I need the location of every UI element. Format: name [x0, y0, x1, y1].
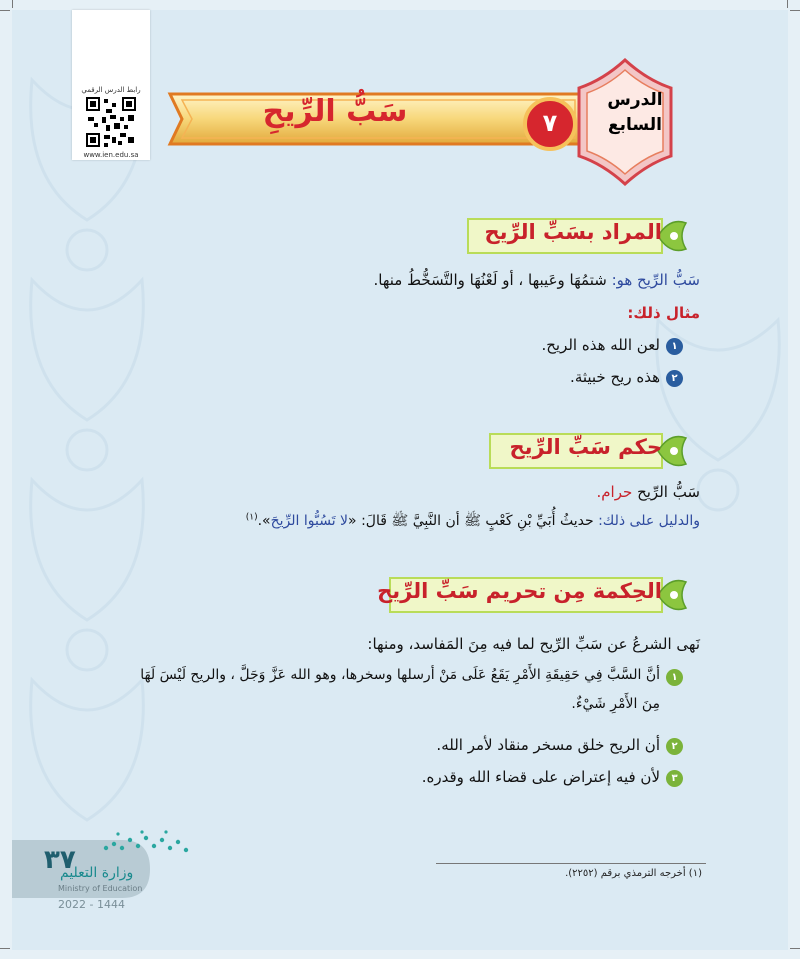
section-heading-meaning: المراد بسَبِّ الرِّيح [484, 220, 662, 244]
example-item: لعن الله هذه الريح. [541, 336, 660, 354]
qr-url[interactable]: www.ien.edu.sa [83, 151, 139, 159]
lesson-label-line1: الدرس [607, 90, 663, 110]
ministry-name-en: Ministry of Education [58, 884, 143, 893]
reason-item-continued: مِنَ الأَمْرِ شَيْءٌ. [571, 696, 660, 712]
reason-bullet: ١ [666, 669, 683, 686]
evidence-end: ». [257, 513, 271, 529]
crop-mark [0, 10, 10, 11]
edition-year: 2022 - 1444 [58, 898, 125, 911]
ministry-name-ar: وزارة التعليم [60, 865, 134, 881]
crop-mark [790, 948, 800, 949]
section-heading-ruling: حكم سَبِّ الرِّيح [509, 435, 662, 459]
reason-item: لأن فيه إعتراض على قضاء الله وقدره. [421, 768, 660, 786]
reason-item: أن الريح خلق مسخر منقاد لأمر الله. [436, 736, 660, 754]
evidence-label: والدليل على ذلك: [598, 513, 700, 529]
reason-bullet: ٣ [666, 770, 683, 787]
wisdom-intro: نَهى الشرعُ عن سَبِّ الرِّيح لما فيه مِنَ المَفاسد، ومنها: [367, 635, 700, 653]
page-number: ٣٧ [44, 845, 76, 875]
arabesque-ornament-left [12, 60, 162, 880]
evidence-text: حديثُ أُبَيِّ بْنِ كَعْبٍ ﷺ أن النَّبِيَّ ﷺ قَالَ: « [348, 513, 594, 529]
crop-mark [0, 948, 10, 949]
reason-item: أنَّ السَّبَّ فِي حَقِيقَةِ الأَمْرِ يَقَعُ عَلَى مَنْ أرسلها وسخرها، وهو الله عَزَّ وَجَلَّ ، والريح لَيْسَ لَهَا [140, 667, 660, 683]
lesson-title: سَبُّ الرِّيحِ [262, 94, 408, 129]
example-label: مثال ذلك: [627, 304, 700, 322]
footnote-ref: (١) [245, 512, 258, 523]
ruling-prefix: سَبُّ الرِّيح [637, 483, 700, 501]
section-heading-wisdom: الحِكمة مِن تحريم سَبِّ الرِّيح [377, 579, 662, 603]
qr-box[interactable] [72, 10, 150, 160]
definition-term: سَبُّ الرِّيح هو: [611, 271, 700, 289]
ruling-line [597, 483, 701, 501]
ruling-value: حرام. [596, 483, 633, 501]
qr-caption: رابط الدرس الرقمي [81, 86, 141, 94]
hadith-text: لا تَسُبُّوا الرِّيحَ [270, 513, 349, 529]
qr-code-icon[interactable] [86, 97, 136, 147]
footnote-rule [436, 863, 706, 864]
lesson-label-line2: السابع [608, 115, 662, 135]
lesson-label [600, 88, 670, 138]
crop-mark [12, 0, 13, 8]
lesson-number: ٧ [542, 109, 558, 137]
example-item: هذه ريح خبيثة. [570, 368, 660, 386]
evidence-line [246, 512, 700, 532]
example-bullet: ١ [666, 338, 683, 355]
reason-bullet: ٢ [666, 738, 683, 755]
example-bullet: ٢ [666, 370, 683, 387]
ministry-logo-icon [100, 828, 192, 860]
definition-text: شتمُهَا وعَيبها ، أو لَعْنُهَا والتَّسَخُّطُ منها. [373, 271, 607, 289]
footnote: (١) أخرجه الترمذي برقم (٢٢٥٢). [565, 868, 702, 879]
definition-line [374, 271, 701, 289]
crop-mark [787, 0, 788, 8]
crop-mark [790, 10, 800, 11]
